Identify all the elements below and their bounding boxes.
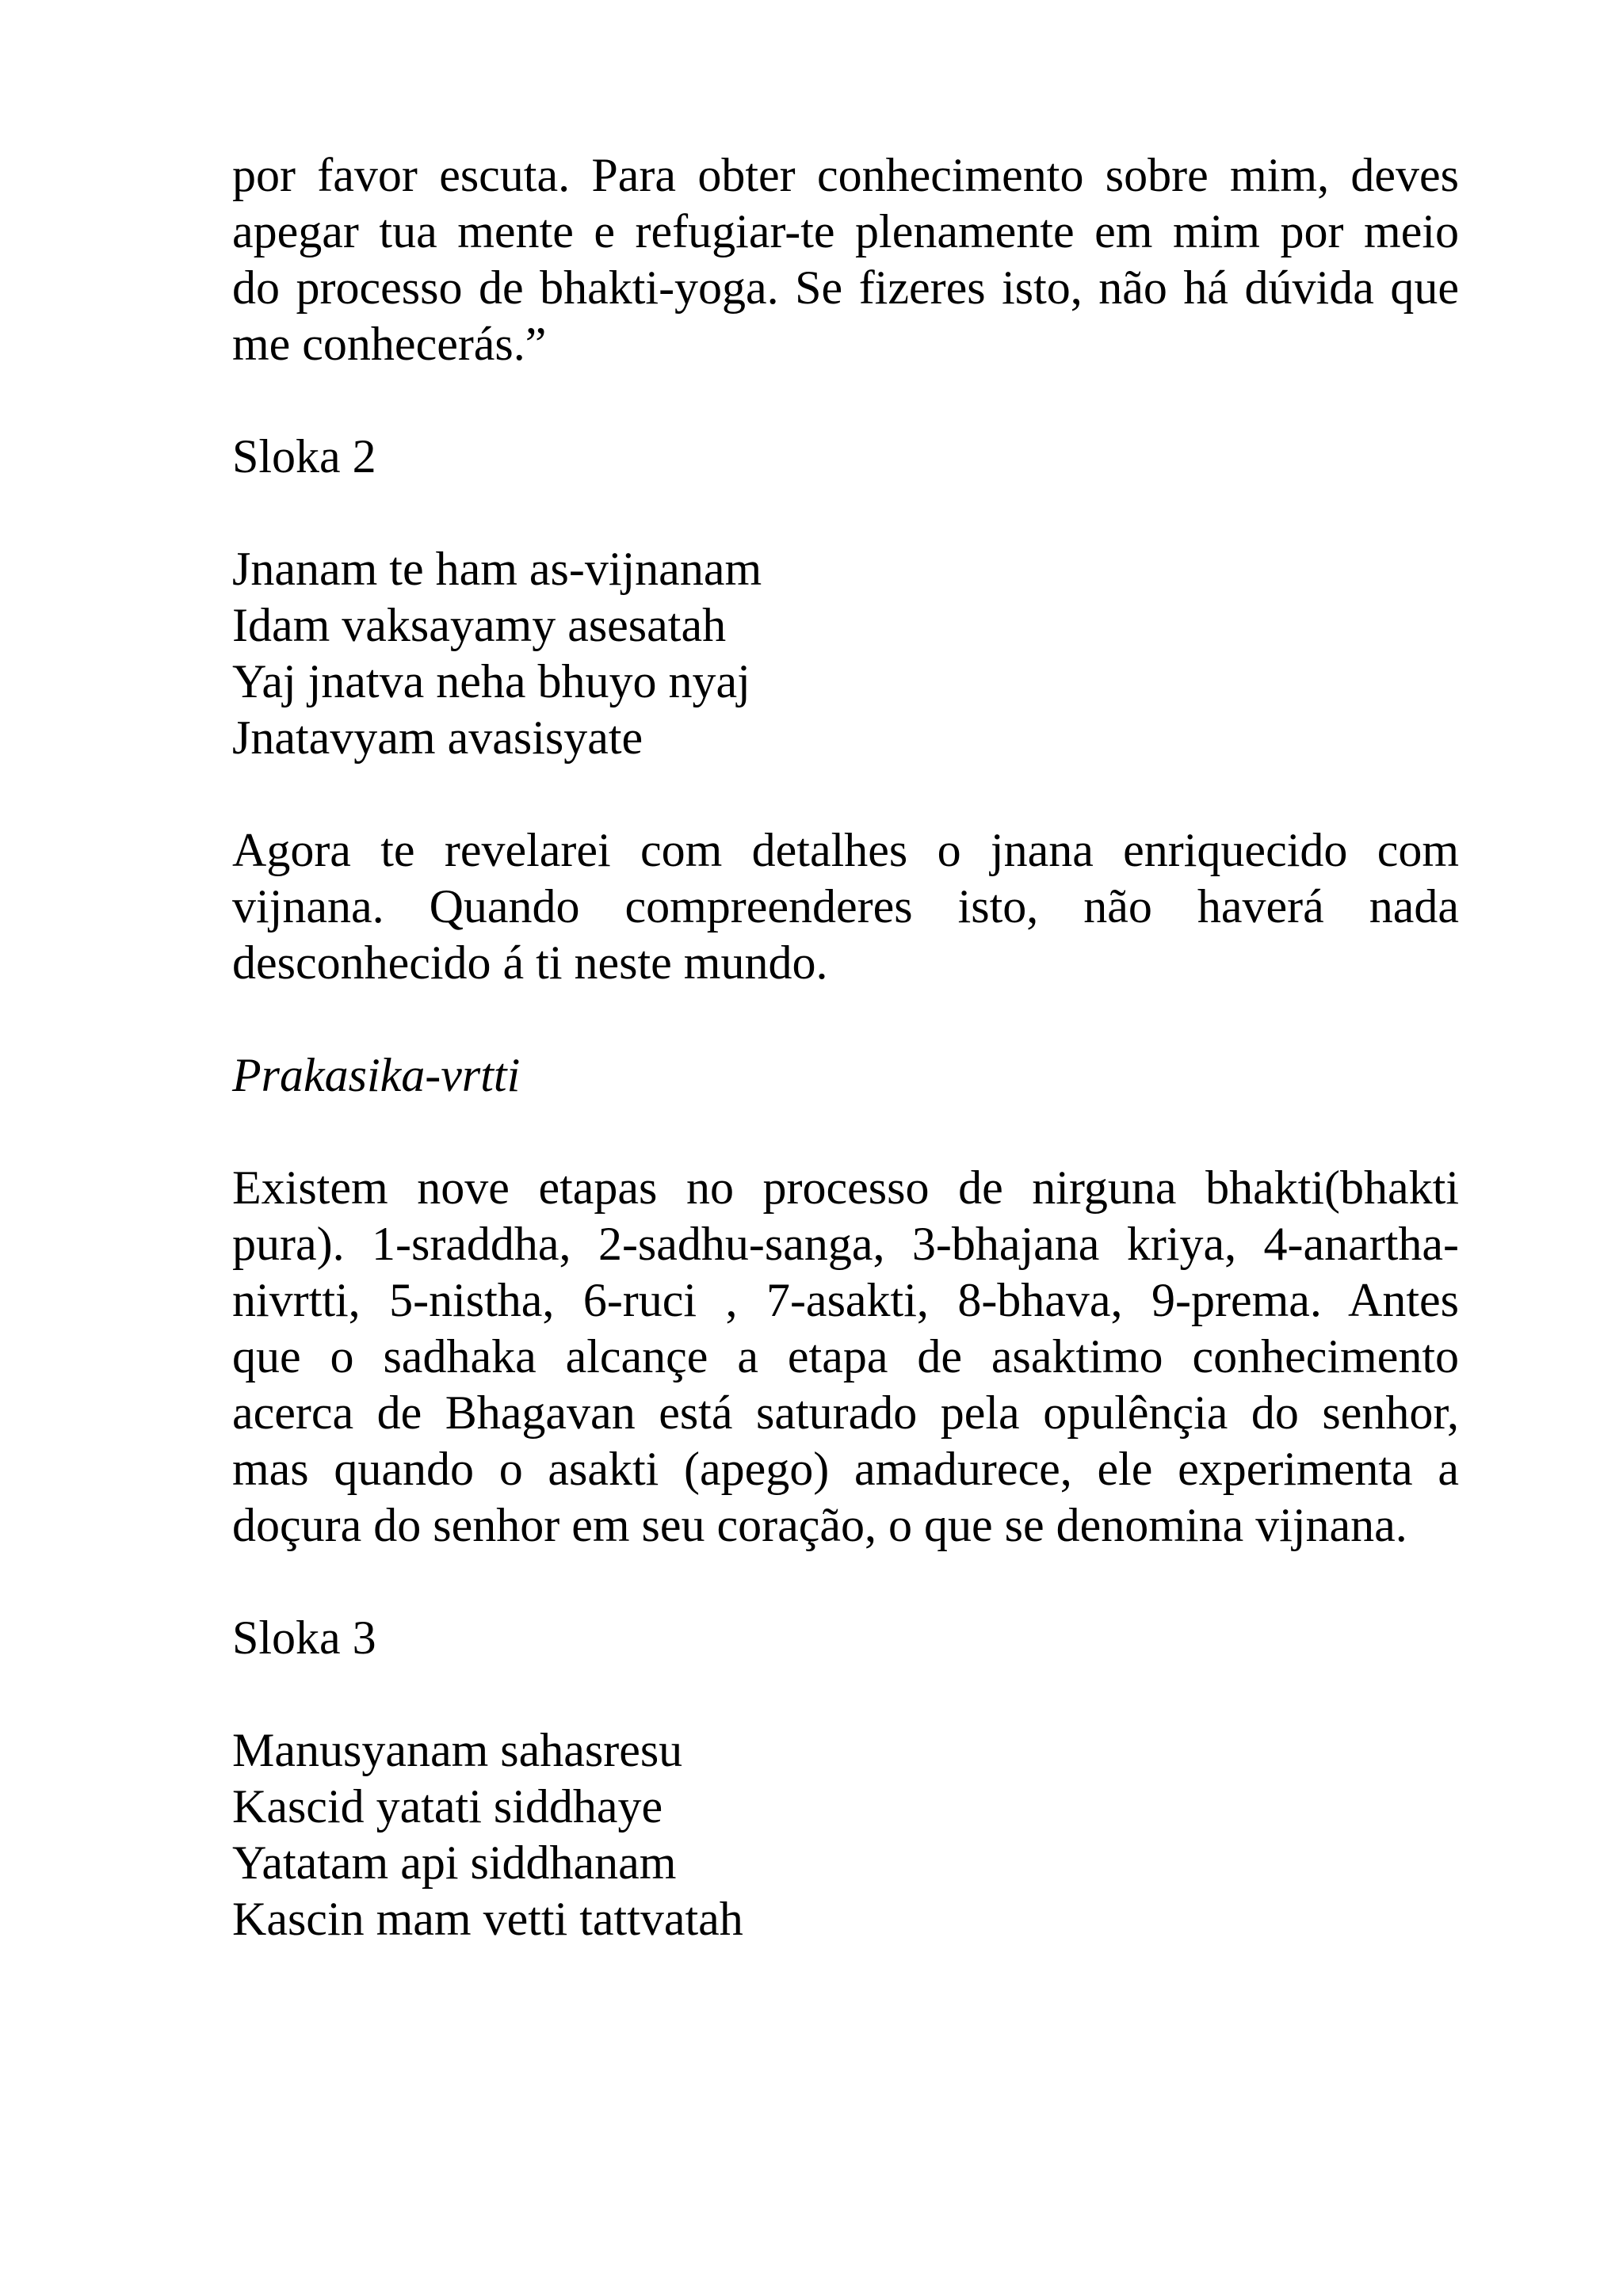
text-line: Agora te revelarei com detalhes o jnana enriquecido com	[232, 824, 1459, 876]
text-line: pura). 1-sraddha, 2-sadhu-sanga, 3-bhajana kriya, 4-anartha-	[232, 1218, 1459, 1270]
sloka-2-verse	[232, 541, 1459, 766]
sloka-3-verse	[232, 1722, 1459, 1947]
text-line: me conhecerás.”	[232, 318, 547, 370]
verse-line: Yaj jnatva neha bhuyo nyaj	[232, 655, 750, 707]
text-line: acerca de Bhagavan está saturado pela opulênçia do senhor,	[232, 1386, 1459, 1439]
sloka-2-heading: Sloka 2	[232, 430, 376, 482]
verse-line: Idam vaksayamy asesatah	[232, 599, 727, 651]
text-line: nivrtti, 5-nistha, 6-ruci , 7-asakti, 8-bhava, 9-prema. Antes	[232, 1274, 1459, 1326]
verse-line: Kascin mam vetti tattvatah	[232, 1893, 743, 1945]
commentary-heading: Prakasika-vrtti	[232, 1049, 521, 1101]
text-line: que o sadhaka alcançe a etapa de asaktimo conhecimento	[232, 1330, 1459, 1383]
text-line: apegar tua mente e refugiar-te plenamente em mim por meio	[232, 205, 1459, 257]
text-line: Existem nove etapas no processo de nirguna bhakti(bhakti	[232, 1161, 1459, 1214]
sloka-3-heading: Sloka 3	[232, 1611, 376, 1664]
verse-line: Manusyanam sahasresu	[232, 1724, 683, 1776]
text-line: mas quando o asakti (apego) amadurece, ele experimenta a	[232, 1443, 1459, 1495]
sloka-2-translation	[232, 822, 1459, 991]
verse-line: Jnanam te ham as-vijnanam	[232, 543, 762, 595]
text-line: vijnana. Quando compreenderes isto, não haverá nada	[232, 880, 1459, 933]
verse-line: Jnatavyam avasisyate	[232, 711, 643, 764]
document-body	[232, 147, 1459, 1947]
text-line: doçura do senhor em seu coração, o que se denomina vijnana.	[232, 1499, 1407, 1551]
verse-line: Yatatam api siddhanam	[232, 1836, 677, 1889]
verse-line: Kascid yatati siddhaye	[232, 1780, 663, 1833]
paragraph-intro	[232, 147, 1459, 372]
text-line: do processo de bhakti-yoga. Se fizeres isto, não há dúvida que	[232, 261, 1459, 314]
text-line: desconhecido á ti neste mundo.	[232, 936, 828, 989]
commentary-paragraph	[232, 1160, 1459, 1554]
text-line: por favor escuta. Para obter conhecimento sobre mim, deves	[232, 149, 1459, 201]
